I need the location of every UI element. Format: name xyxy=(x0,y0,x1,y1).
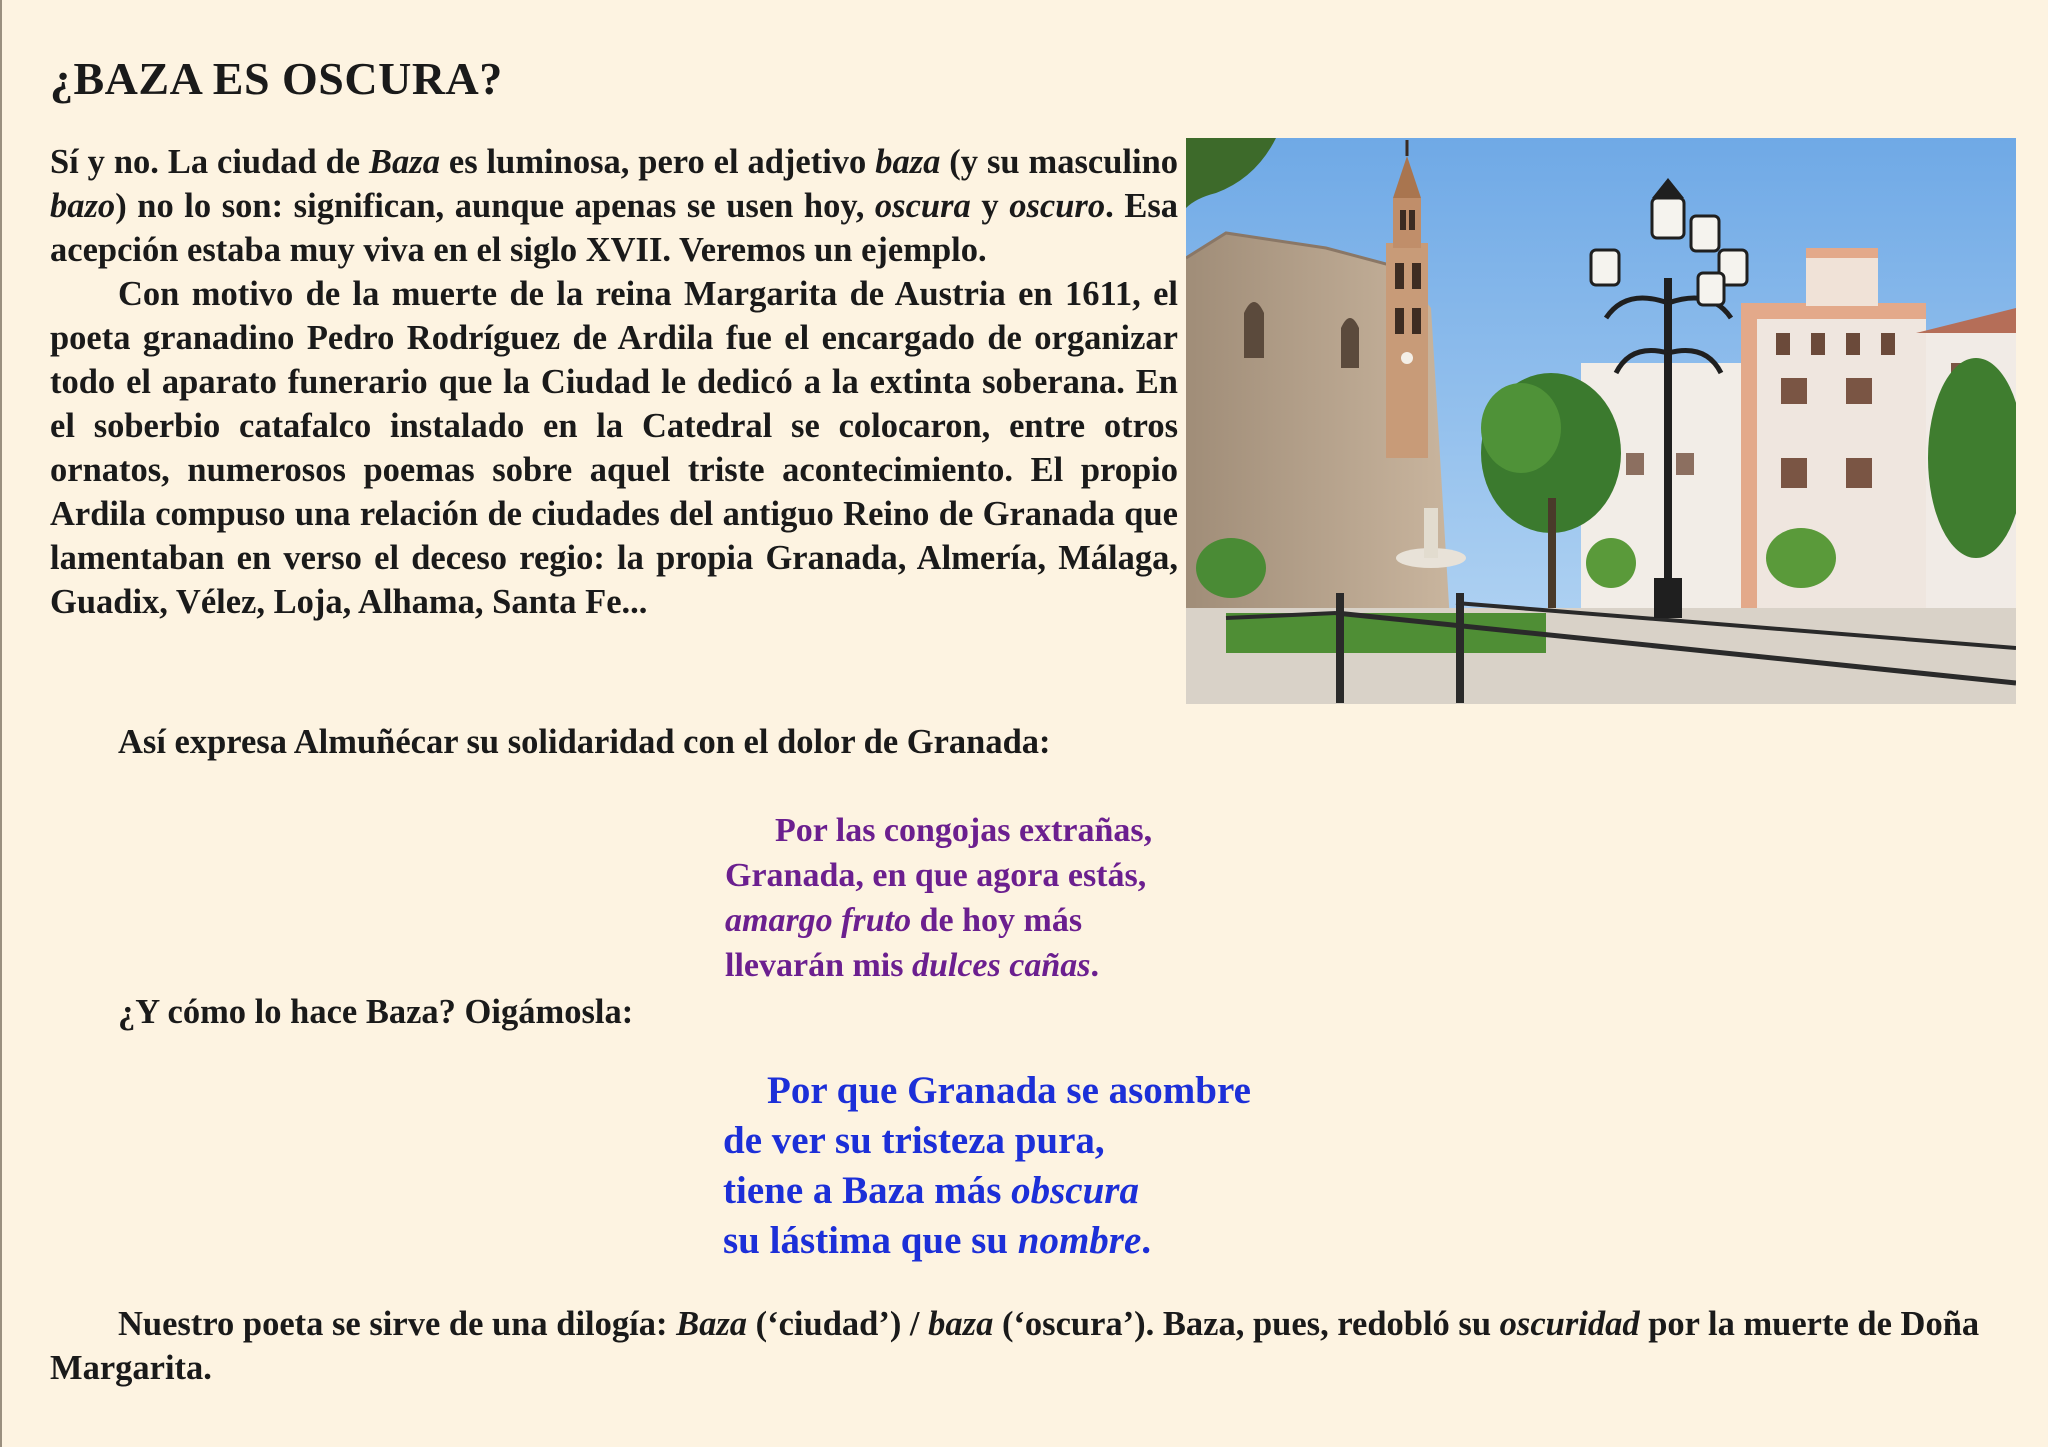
intro-p1-italic-baza-city: Baza xyxy=(369,143,440,181)
poem-baza-line-4-start: su lástima que su xyxy=(723,1219,1018,1262)
poem-almunecar-italic-amargo-fruto: amargo fruto xyxy=(725,902,912,939)
intro-paragraph-1 xyxy=(50,140,1178,272)
closing-italic-baza-adjective: baza xyxy=(928,1305,994,1343)
intro-p1-italic-oscuro: oscuro xyxy=(1009,187,1106,225)
intro-p1-italic-bazo: bazo xyxy=(50,187,116,225)
poem-almunecar-line-4-start: llevarán mis xyxy=(725,947,912,984)
baza-square-illustration xyxy=(1186,138,2016,704)
intro-p1-text: ) no lo son: significan, aunque apenas se usen hoy, xyxy=(115,187,875,225)
intro-paragraph-2: Con motivo de la muerte de la reina Margarita de Austria en 1611, el poeta granadino Pedro Rodríguez de Ardila fue el encargado de organizar todo el aparato funerario que la Ciudad le dedicó a la extinta soberana. En el soberbio catafalco instalado en la Catedral se colocaron, entre otros ornatos, numerosos poemas sobre aquel triste acontecimiento. El propio Ardila compuso una relación de ciudades del antiguo Reino de Granada que lamentaban en verso el deceso regio: la propia Granada, Almería, Málaga, Guadix, Vélez, Loja, Alhama, Santa Fe... xyxy=(50,275,1178,621)
intro-p1-text: Sí y no. La ciudad de xyxy=(50,143,370,181)
poem-almunecar-line-4-end: . xyxy=(1090,947,1099,984)
intro-p1-text: y xyxy=(970,187,1010,225)
poem-baza-line-4-end: . xyxy=(1141,1219,1152,1262)
poem-baza-line-3 xyxy=(723,1166,1251,1216)
baza-intro-line: ¿Y cómo lo hace Baza? Oigámosla: xyxy=(118,993,634,1031)
closing-text-1: Nuestro poeta se sirve de una dilogía: xyxy=(118,1305,677,1343)
intro-p1-italic-oscura: oscura xyxy=(874,187,971,225)
poem-almunecar xyxy=(725,808,1152,988)
intro-p1-italic-baza-adjective: baza xyxy=(875,143,941,181)
closing-italic-baza-city: Baza xyxy=(676,1305,748,1343)
poem-baza xyxy=(723,1066,1251,1266)
poem-almunecar-italic-dulces-canas: dulces cañas xyxy=(911,947,1091,984)
closing-italic-oscuridad: oscuridad xyxy=(1499,1305,1640,1343)
poem-almunecar-line-1: Por las congojas extrañas, xyxy=(775,812,1153,849)
poem-almunecar-line-3-rest: de hoy más xyxy=(911,902,1083,939)
intro-p1-text: . Esa acepción estaba muy viva en el siglo XVII. Veremos un ejemplo. xyxy=(50,187,1179,269)
poem-almunecar-line-2: Granada, en que agora estás, xyxy=(725,857,1147,894)
poem-almunecar-line-4 xyxy=(725,943,1152,988)
plaza-photo xyxy=(1186,138,2016,704)
poem-baza-line-4 xyxy=(723,1216,1251,1266)
intro-text-column xyxy=(50,140,1178,624)
closing-text-2: (‘ciudad’) / xyxy=(747,1305,929,1343)
intro-p1-text: es luminosa, pero el adjetivo xyxy=(439,143,876,181)
poem-baza-italic-nombre: nombre xyxy=(1017,1219,1142,1262)
page-title: ¿BAZA ES OSCURA? xyxy=(50,53,503,104)
closing-text-3: (‘oscura’). Baza, pues, redobló su xyxy=(993,1305,1500,1343)
poem-baza-italic-obscura: obscura xyxy=(1011,1169,1139,1212)
closing-text-4: por la muerte de Doña Margarita. xyxy=(50,1305,1980,1387)
poem-almunecar-line-3 xyxy=(725,898,1152,943)
poem-baza-line-2: de ver su tristeza pura, xyxy=(723,1119,1105,1162)
page-edge-line xyxy=(0,0,2,1447)
intro-p1-text: (y su masculino xyxy=(940,143,1179,181)
closing-paragraph xyxy=(50,1302,2000,1390)
poem-baza-line-3-start: tiene a Baza más xyxy=(723,1169,1012,1212)
poem-baza-line-1: Por que Granada se asombre xyxy=(767,1069,1251,1112)
almunecar-intro-line: Así expresa Almuñécar su solidaridad con el dolor de Granada: xyxy=(118,723,1051,761)
